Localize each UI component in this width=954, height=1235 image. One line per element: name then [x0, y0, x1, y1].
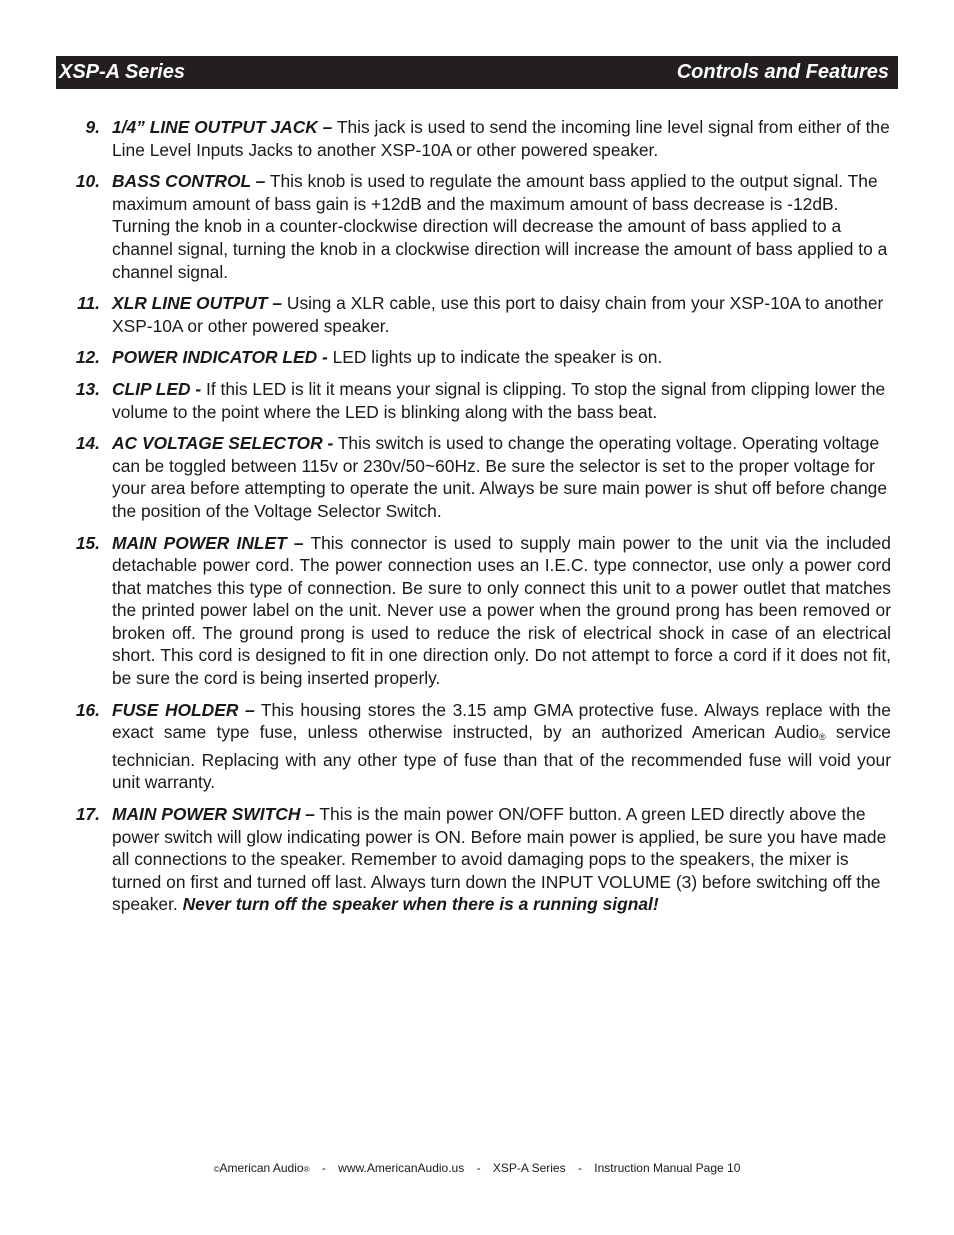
item-description: This housing stores the 3.15 amp GMA protective fuse. Always replace with the exact same type fuse, unless otherwise instructed, by an authorized American Audio	[112, 699, 891, 743]
footer-separator: -	[321, 1161, 326, 1175]
copyright-symbol: ©	[213, 1165, 220, 1174]
item-title: XLR LINE OUTPUT –	[112, 293, 283, 314]
registered-symbol: ®	[303, 1165, 310, 1174]
feature-item-14	[0, 432, 891, 522]
item-number: 12.	[75, 347, 100, 368]
item-description: Using a XLR cable, use this port to daisy chain from your XSP-10A to another XSP-10A or other powered speaker.	[112, 293, 884, 336]
item-number: 17.	[75, 804, 100, 825]
item-number: 11.	[77, 293, 100, 314]
page-footer	[0, 1161, 954, 1175]
item-title: BASS CONTROL –	[112, 171, 266, 192]
feature-item-12	[0, 346, 891, 369]
footer-website: www.AmericanAudio.us	[338, 1161, 465, 1175]
item-number: 10.	[75, 171, 100, 192]
item-number: 9.	[85, 117, 100, 137]
item-description: LED lights up to indicate the speaker is on.	[327, 347, 663, 368]
feature-list	[0, 116, 954, 925]
feature-item-9	[0, 116, 891, 161]
registered-mark: ®	[819, 732, 826, 743]
item-title: FUSE HOLDER –	[112, 699, 255, 720]
footer-brand: American Audio	[219, 1161, 304, 1175]
item-title: CLIP LED -	[112, 378, 202, 399]
item-warning: Never turn off the speaker when there is a running signal!	[182, 894, 659, 915]
section-title: Controls and Features	[676, 61, 889, 83]
feature-item-16	[0, 699, 891, 794]
section-header-bar	[56, 56, 898, 89]
item-title: MAIN POWER INLET –	[112, 532, 304, 553]
item-description: This connector is used to supply main power to the unit via the included detachable power cord. The power connection uses an I.E.C. type connector, use only a power cord that matches this type of connection. Be sure to only connect this unit to a power outlet that matches the printed power label on the unit. Never use a power when the ground prong has been removed or broken off. The ground prong is used to reduce the risk of electrical shock in case of an electrical short. This cord is designed to fit in one direction only. Do not attempt to force a cord if it does not fit, be sure the cord is being inserted properly.	[112, 532, 891, 689]
item-title: AC VOLTAGE SELECTOR -	[112, 433, 334, 454]
feature-item-15	[0, 532, 891, 690]
feature-item-17	[0, 803, 891, 916]
item-number: 13.	[75, 378, 100, 399]
item-description: If this LED is lit it means your signal is clipping. To stop the signal from clipping lower the volume to the point where the LED is blinking along with the bass beat.	[112, 378, 886, 422]
item-description: This switch is used to change the operating voltage. Operating voltage can be toggled between 115v or 230v/50~60Hz. Be sure the selector is set to the proper voltage for your area before attempting to operate the unit. Always be sure main power is shut off before change the position of the Voltage Selector Switch.	[112, 433, 887, 521]
item-title: 1/4” LINE OUTPUT JACK –	[112, 117, 333, 137]
footer-page-label: Instruction Manual Page 10	[594, 1161, 741, 1175]
footer-separator: -	[577, 1161, 582, 1175]
item-number: 15.	[75, 532, 100, 553]
item-number: 14.	[75, 433, 100, 454]
item-description: This is the main power ON/OFF button. A green LED directly above the power switch will glow indicating power is ON. Before main power is applied, be sure you have made all connections to the speaker. Remember to avoid damaging pops to the speakers, the mixer is turned on first and turned off last. Always turn down the INPUT VOLUME (3) before switching off the speaker.	[112, 804, 887, 915]
feature-item-11	[0, 292, 891, 337]
item-title: POWER INDICATOR LED -	[112, 347, 328, 368]
item-description: This jack is used to send the incoming line level signal from either of the Line Level Inputs Jacks to another XSP-10A or other powered speaker.	[112, 117, 890, 160]
feature-item-13	[0, 378, 891, 423]
footer-series: XSP-A Series	[492, 1161, 566, 1175]
item-description: This knob is used to regulate the amount bass applied to the output signal. The maximum amount of bass gain is +12dB and the maximum amount of bass decrease is -12dB. Turning the knob in a counter-clockwise direction will decrease the amount of bass applied to a channel signal, turning the knob in a clockwise direction will increase the amount of bass applied to a channel signal.	[112, 171, 888, 282]
feature-item-10	[0, 170, 891, 283]
item-number: 16.	[75, 699, 100, 720]
footer-separator: -	[476, 1161, 481, 1175]
item-title: MAIN POWER SWITCH –	[112, 804, 315, 825]
item-description-continued: service technician. Replacing with any other type of fuse than that of the recommended fuse will void your unit warranty.	[112, 722, 891, 793]
series-title: XSP-A Series	[59, 61, 185, 83]
